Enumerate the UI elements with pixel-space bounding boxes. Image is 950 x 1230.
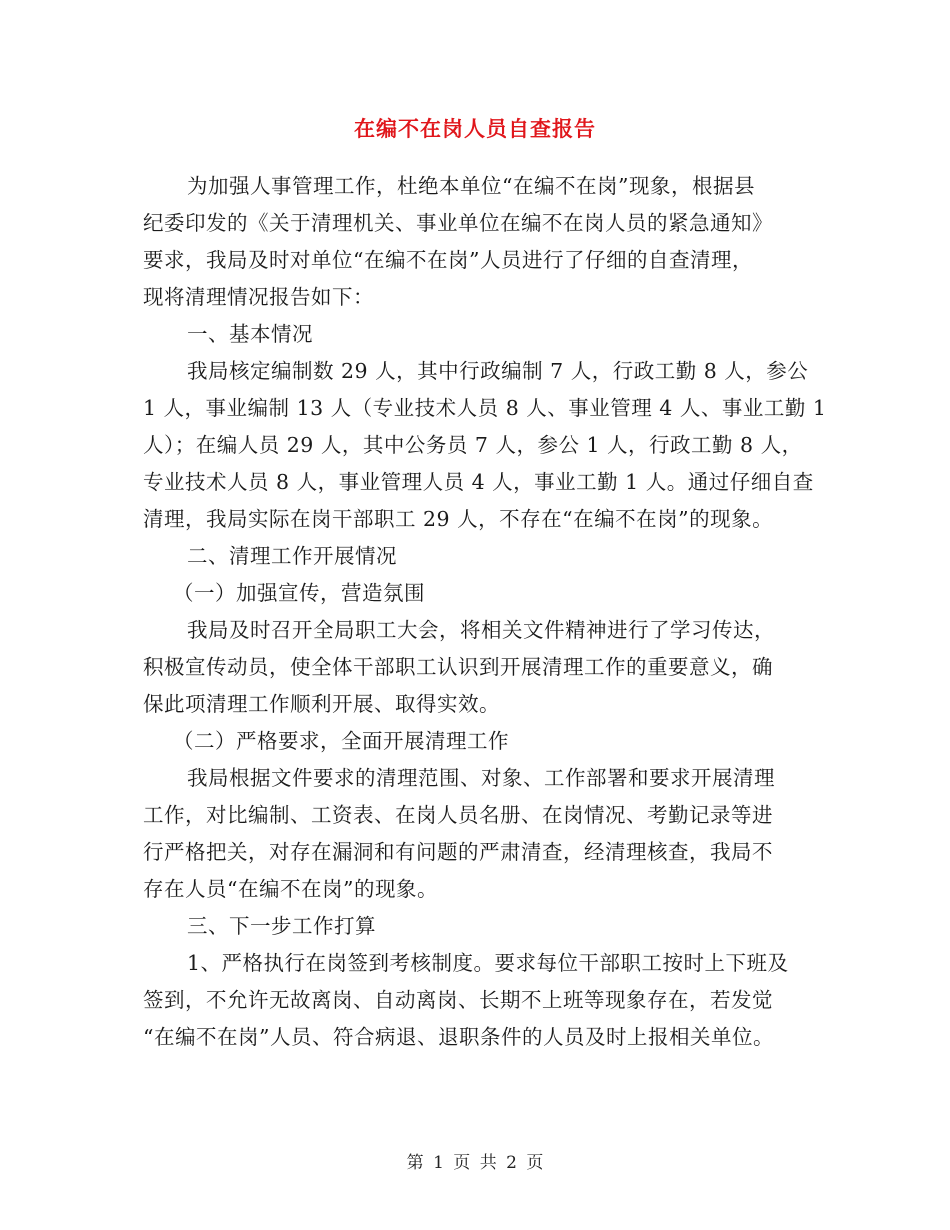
body-line: 存在人员“在编不在岗”的现象。 [143,877,438,901]
body-line: “在编不在岗”人员、符合病退、退职条件的人员及时上报相关单位。 [143,1025,774,1049]
body-line: 我局根据文件要求的清理范围、对象、工作部署和要求开展清理 [187,766,775,790]
body-line: 1 人，事业编制 13 人（专业技术人员 8 人、事业管理 4 人、事业工勤 1 [143,396,827,420]
document-body [143,168,827,1056]
body-line: 1、严格执行在岗签到考核制度。要求每位干部职工按时上下班及 [187,951,789,975]
document-title: 在编不在岗人员自查报告 [354,117,596,141]
body-line: 专业技术人员 8 人，事业管理人员 4 人，事业工勤 1 人。通过仔细自查 [143,470,814,494]
body-line: 现将清理情况报告如下： [143,285,374,309]
body-line: 一、基本情况 [187,322,313,346]
body-line: 三、下一步工作打算 [187,914,376,938]
body-line: 行严格把关，对存在漏洞和有问题的严肃清查，经清理核查，我局不 [143,840,773,864]
body-line: 保此项清理工作顺利开展、取得实效。 [143,692,500,716]
body-line: （一）加强宣传，营造氛围 [173,581,425,605]
body-line: 要求，我局及时对单位“在编不在岗”人员进行了仔细的自查清理， [143,248,753,272]
body-line: 二、清理工作开展情况 [187,544,397,568]
body-line: 工作，对比编制、工资表、在岗人员名册、在岗情况、考勤记录等进 [143,803,773,827]
body-line: （二）严格要求，全面开展清理工作 [173,729,509,753]
body-line: 为加强人事管理工作，杜绝本单位“在编不在岗”现象，根据县 [187,174,755,198]
body-line: 积极宣传动员，使全体干部职工认识到开展清理工作的重要意义，确 [143,655,773,679]
body-line: 纪委印发的《关于清理机关、事业单位在编不在岗人员的紧急通知》 [143,211,773,235]
body-line: 清理，我局实际在岗干部职工 29 人，不存在“在编不在岗”的现象。 [143,507,774,531]
body-line: 我局核定编制数 29 人，其中行政编制 7 人，行政工勤 8 人，参公 [187,359,809,383]
body-line: 签到，不允许无故离岗、自动离岗、长期不上班等现象存在，若发觉 [143,988,773,1012]
body-line: 我局及时召开全局职工大会，将相关文件精神进行了学习传达， [187,618,775,642]
page-footer: 第 1 页 共 2 页 [406,1153,544,1173]
body-line: 人）；在编人员 29 人，其中公务员 7 人，参公 1 人，行政工勤 8 人， [143,433,803,457]
